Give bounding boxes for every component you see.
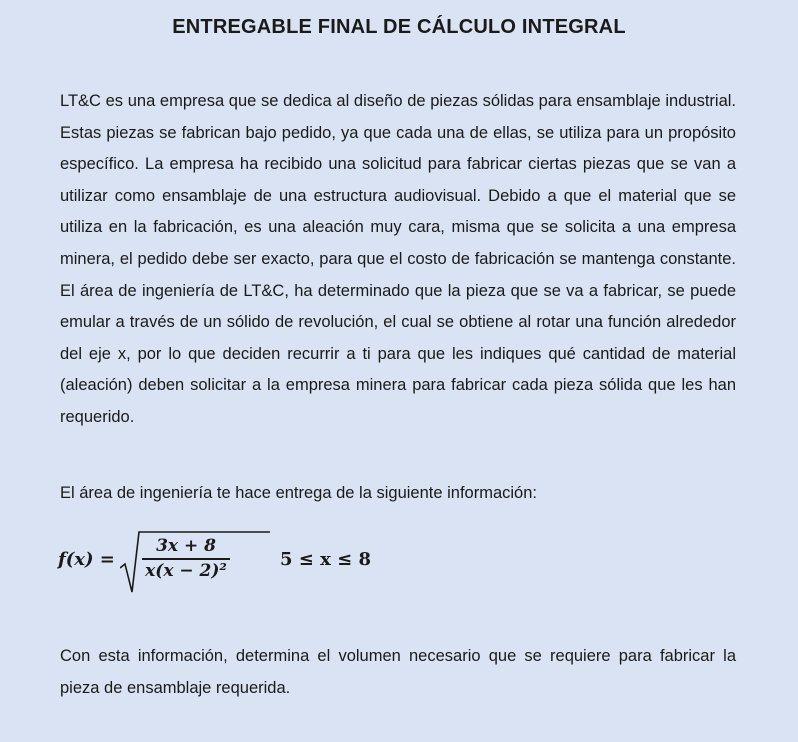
document-title: ENTREGABLE FINAL DE CÁLCULO INTEGRAL — [172, 16, 626, 38]
formula-numerator: 3x + 8 — [156, 536, 216, 556]
problem-statement-paragraph: LT&C es una empresa que se dedica al diseño de piezas sólidas para ensamblaje industrial. Estas piezas se fabrican bajo pedido, ya que cada una de ellas, se utiliza para un propósito específico. La empresa ha recibido una solicitud para fabricar ciertas piezas que se van a utilizar como ensamblaje de una estructura audiovisual. Debido a que el material que se utiliza en la fabricación, es una aleación muy cara, misma que se solicita a una empresa minera, el pedido debe ser exacto, para que el costo de fabricación se mantenga constante. El área de ingeniería de LT&C, ha determinado que la pieza que se va a fabricar, se puede emular a través de un sólido de revolución, el cual se obtiene al rotar una función alrededor del eje x, por lo que deciden recurrir a ti para que les indiques qué cantidad de material (aleación) deben solicitar a la empresa minera para fabricar cada pieza sólida que les han requerido. — [60, 92, 736, 426]
formula-lhs: f(x) = — [58, 549, 115, 570]
task-paragraph: Con esta información, determina el volumen necesario que se requiere para fabricar la pieza de ensamblaje requerida. — [60, 647, 736, 697]
fraction-bar — [142, 558, 230, 560]
information-intro-paragraph: El área de ingeniería te hace entrega de la siguiente información: — [60, 484, 537, 502]
function-formula — [58, 528, 458, 596]
formula-denominator: x(x − 2)² — [145, 561, 227, 581]
formula-domain: 5 ≤ x ≤ 8 — [280, 549, 372, 570]
